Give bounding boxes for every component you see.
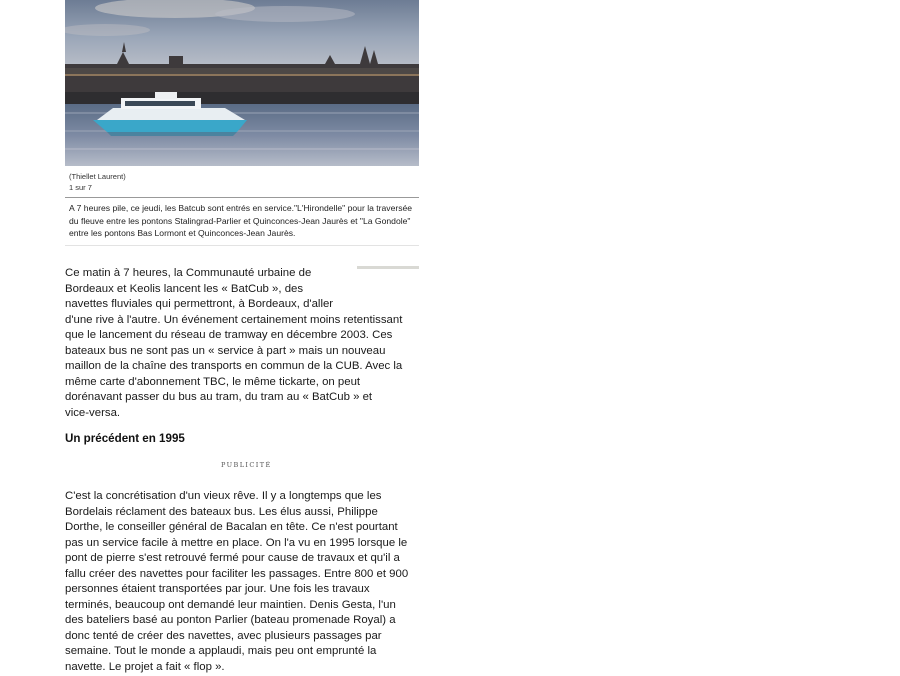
text-line: Bordelais réclament des bateaux bus. Les élus aussi, Philippe — [65, 505, 378, 518]
text-line: dorénavant passer du bus au tram, du tram au « BatCub » et — [65, 391, 373, 404]
text-line: terminés, beaucoup ont demandé leur maintien. Denis Gesta, l'un — [65, 598, 396, 611]
caption-bottom-divider — [65, 245, 419, 246]
advert-label: PUBLICITÉ — [221, 461, 272, 469]
caption-divider — [65, 197, 419, 198]
photo-credit: (Thiellet Laurent) — [69, 172, 126, 181]
text-line: que le lancement du réseau de tramway en décembre 2003. Ces — [65, 329, 393, 342]
text-line: d'une rive à l'autre. Un événement certainement moins retentissant — [65, 313, 403, 326]
text-line: semaine. Tout le monde a applaudi, mais peu ont emprunté la — [65, 645, 377, 658]
text-line: personnes étaient transportées par jour. Une fois les travaux — [65, 583, 370, 596]
text-line: navette. Le projet a fait « flop ». — [65, 661, 225, 674]
text-line: navettes fluviales qui permettront, à Bordeaux, d'aller — [65, 298, 334, 311]
text-line: maillon de la chaîne des transports en commun de la CUB. Avec la — [65, 360, 403, 373]
text-line: fallu créer des navettes pour faciliter les passages. Entre 800 et 900 — [65, 567, 409, 580]
text-line: même carte d'abonnement TBC, le même tickarte, on peut — [65, 375, 361, 388]
article-photo[interactable] — [65, 0, 419, 166]
photo-caption: A 7 heures pile, ce jeudi, les Batcub sont entrés en service."L'Hirondelle" pour la traversée du fleuve entre les pontons Stalingrad-Parlier et Quinconces-Jean Jaurès et "La Gondole" entre les pontons Bas Lormont et Quinconces-Jean Jaurès. — [69, 203, 413, 238]
text-line: donc tenté de créer des navettes, avec plusieurs passages par — [65, 629, 382, 642]
text-line: C'est la concrétisation d'un vieux rêve. Il y a longtemps que les — [65, 490, 382, 502]
text-line: vice-versa. — [65, 406, 121, 419]
text-line: bateaux bus ne sont pas un « service à part » mais un nouveau — [65, 344, 386, 357]
text-line: Bordeaux et Keolis lancent les « BatCub », des — [65, 282, 304, 295]
text-line: Ce matin à 7 heures, la Communauté urbaine de — [65, 267, 312, 279]
text-line: pont de pierre s'est retrouvé fermé pour cause de travaux et qu'il a — [65, 552, 400, 565]
article-paragraph-1 — [65, 266, 425, 421]
text-line: des bateliers basé au ponton Parlier (bateau promenade Royal) a — [65, 614, 396, 627]
article-paragraph-2 — [65, 489, 421, 676]
section-heading: Un précédent en 1995 — [65, 432, 185, 445]
text-line: pas un service facile à mettre en place. On l'a vu en 1995 lorsque le — [65, 536, 408, 549]
slide-counter: 1 sur 7 — [69, 183, 92, 192]
text-line: Dorthe, le conseiller général de Bacalan en tête. Ce n'est pourtant — [65, 521, 398, 534]
